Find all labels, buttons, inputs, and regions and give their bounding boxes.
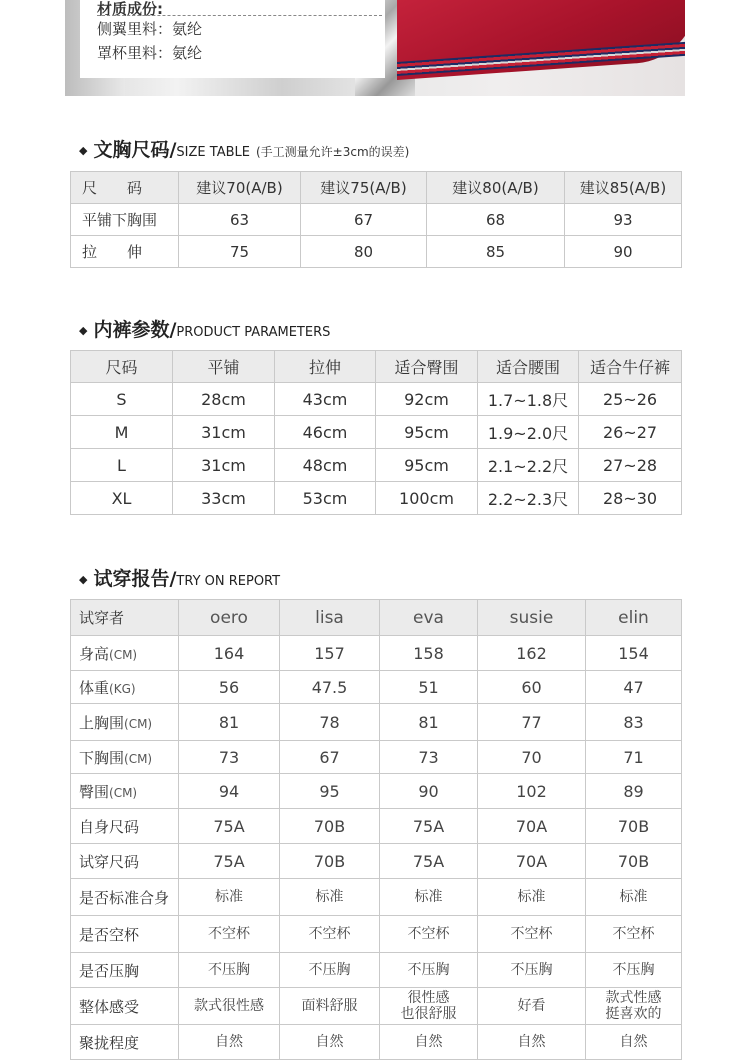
table-cell: 73: [179, 741, 280, 774]
table-cell: 不压胸: [280, 953, 380, 988]
table-cell: 70B: [280, 844, 380, 879]
row-label: [71, 988, 179, 1025]
table-row: [71, 449, 682, 482]
table-cell: 自然: [478, 1025, 586, 1060]
table-row: [71, 741, 682, 774]
table-cell: 27~28: [579, 449, 682, 482]
row-label-unit: (CM): [109, 785, 138, 800]
table-cell: 不压胸: [478, 953, 586, 988]
row-label: [71, 844, 179, 879]
row-label-text: 是否空杯: [79, 925, 140, 944]
header-cell: 建议80(A/B): [427, 172, 565, 204]
table-cell: 90: [380, 774, 478, 809]
tester-name: elin: [586, 600, 682, 636]
table-cell: 31cm: [173, 416, 275, 449]
table-header-row: [71, 600, 682, 636]
table-cell: 80: [301, 236, 427, 268]
table-cell: 100cm: [376, 482, 478, 515]
product-parameters-table: [70, 350, 682, 515]
row-label: 拉 伸: [71, 236, 179, 268]
table-cell: 95cm: [376, 449, 478, 482]
tester-header-label: 试穿者: [71, 600, 179, 636]
row-label-unit: (CM): [109, 647, 138, 662]
table-cell: 94: [179, 774, 280, 809]
diamond-bullet-icon: ◆: [79, 573, 88, 586]
row-label: [71, 636, 179, 671]
table-cell: 70B: [586, 844, 682, 879]
table-cell: 31cm: [173, 449, 275, 482]
table-header-row: [71, 172, 682, 204]
table-row: [71, 704, 682, 741]
table-cell: 1.7~1.8尺: [478, 383, 579, 416]
table-cell: 164: [179, 636, 280, 671]
table-cell: 28~30: [579, 482, 682, 515]
size-label: M: [71, 416, 173, 449]
bra-size-heading: [79, 135, 409, 161]
row-label: [71, 1025, 179, 1060]
table-cell: 90: [565, 236, 682, 268]
table-cell: 不空杯: [380, 916, 478, 953]
table-row: [71, 953, 682, 988]
table-cell: 78: [280, 704, 380, 741]
table-row: [71, 482, 682, 515]
table-cell: 70A: [478, 809, 586, 844]
table-cell: 标准: [380, 879, 478, 916]
table-cell: 自然: [380, 1025, 478, 1060]
table-cell: 不空杯: [179, 916, 280, 953]
table-cell: 自然: [179, 1025, 280, 1060]
measurement-note: (手工测量允许±3cm的误差): [255, 145, 410, 159]
table-cell: 158: [380, 636, 478, 671]
table-cell: 157: [280, 636, 380, 671]
table-cell: 83: [586, 704, 682, 741]
header-cell: 平铺: [173, 351, 275, 383]
table-cell: 75A: [380, 809, 478, 844]
header-cell: 适合臀围: [376, 351, 478, 383]
table-cell: 154: [586, 636, 682, 671]
table-cell: 81: [380, 704, 478, 741]
material-line-cup: 罩杯里料：氨纶: [97, 44, 203, 62]
header-cell: 适合牛仔裤: [579, 351, 682, 383]
table-cell: 33cm: [173, 482, 275, 515]
table-cell: 75A: [179, 844, 280, 879]
row-label-text: 是否标准合身: [79, 888, 170, 907]
table-cell: 70: [478, 741, 586, 774]
table-cell: 92cm: [376, 383, 478, 416]
table-row: [71, 236, 682, 268]
table-cell: 不空杯: [280, 916, 380, 953]
row-label-unit: (CM): [124, 716, 153, 731]
row-label: [71, 774, 179, 809]
table-cell: 70B: [586, 809, 682, 844]
table-cell: 不压胸: [179, 953, 280, 988]
table-cell: 56: [179, 671, 280, 704]
table-cell: 47: [586, 671, 682, 704]
row-label-text: 整体感受: [79, 997, 140, 1016]
table-row: [71, 416, 682, 449]
material-title: 材质成份:: [97, 0, 163, 18]
table-cell: 48cm: [275, 449, 376, 482]
table-cell: 68: [427, 204, 565, 236]
dashed-divider: [97, 15, 382, 16]
row-label: [71, 704, 179, 741]
table-cell: 标准: [586, 879, 682, 916]
table-cell: 77: [478, 704, 586, 741]
row-label: [71, 916, 179, 953]
header-cell: 建议75(A/B): [301, 172, 427, 204]
table-cell: 89: [586, 774, 682, 809]
table-cell: 162: [478, 636, 586, 671]
material-info-card: [80, 0, 385, 78]
table-row: [71, 916, 682, 953]
table-cell: 不压胸: [380, 953, 478, 988]
table-cell: 自然: [586, 1025, 682, 1060]
size-label: XL: [71, 482, 173, 515]
header-cell: 尺 码: [71, 172, 179, 204]
table-cell: 43cm: [275, 383, 376, 416]
table-cell: 70A: [478, 844, 586, 879]
table-cell: 款式很性感: [179, 988, 280, 1025]
bra-size-title-cn: 文胸尺码/: [93, 139, 177, 161]
row-label-text: 是否压胸: [79, 961, 140, 980]
table-cell: 81: [179, 704, 280, 741]
table-cell: 46cm: [275, 416, 376, 449]
table-cell: 93: [565, 204, 682, 236]
try-on-report-title-en: TRY ON REPORT: [176, 574, 281, 589]
row-label-text: 臀围: [79, 782, 110, 801]
tester-name: eva: [380, 600, 478, 636]
table-row: [71, 204, 682, 236]
table-row: [71, 383, 682, 416]
row-label: [71, 879, 179, 916]
table-cell: 67: [301, 204, 427, 236]
table-row: [71, 636, 682, 671]
table-row: [71, 774, 682, 809]
product-parameters-title-en: PRODUCT PARAMETERS: [176, 325, 331, 340]
table-cell: 95cm: [376, 416, 478, 449]
row-label-text: 体重: [79, 678, 110, 697]
table-cell: 不压胸: [586, 953, 682, 988]
table-cell: 面料舒服: [280, 988, 380, 1025]
row-label-text: 自身尺码: [79, 817, 140, 836]
size-label: L: [71, 449, 173, 482]
table-row: [71, 671, 682, 704]
row-label: [71, 953, 179, 988]
row-label: [71, 809, 179, 844]
table-cell: 67: [280, 741, 380, 774]
table-cell: 95: [280, 774, 380, 809]
row-label-unit: (CM): [124, 751, 153, 766]
row-label: [71, 671, 179, 704]
table-cell: 26~27: [579, 416, 682, 449]
table-cell: 标准: [280, 879, 380, 916]
table-cell: 75: [179, 236, 301, 268]
table-cell: 85: [427, 236, 565, 268]
header-cell: 尺码: [71, 351, 173, 383]
table-cell: 70B: [280, 809, 380, 844]
diamond-bullet-icon: ◆: [79, 144, 88, 157]
table-cell: 47.5: [280, 671, 380, 704]
table-cell: 73: [380, 741, 478, 774]
material-line-wing: 侧翼里料：氨纶: [97, 20, 203, 38]
row-label: [71, 741, 179, 774]
table-cell: 不空杯: [478, 916, 586, 953]
table-cell: 2.1~2.2尺: [478, 449, 579, 482]
row-label-text: 下胸围: [79, 748, 125, 767]
table-cell: 很性感 也很舒服: [380, 988, 478, 1025]
tester-name: oero: [179, 600, 280, 636]
row-label-text: 试穿尺码: [79, 852, 140, 871]
table-row: [71, 879, 682, 916]
table-cell: 28cm: [173, 383, 275, 416]
table-cell: 25~26: [579, 383, 682, 416]
table-cell: 2.2~2.3尺: [478, 482, 579, 515]
product-photo-banner: [65, 0, 685, 96]
table-cell: 60: [478, 671, 586, 704]
table-row: [71, 1025, 682, 1060]
table-cell: 不空杯: [586, 916, 682, 953]
bra-size-title-en: SIZE TABLE: [176, 145, 250, 160]
try-on-report-table: [70, 599, 682, 1060]
table-header-row: [71, 351, 682, 383]
header-cell: 适合腰围: [478, 351, 579, 383]
try-on-report-title-cn: 试穿报告/: [93, 568, 177, 590]
row-label-text: 上胸围: [79, 713, 125, 732]
row-label: 平铺下胸围: [71, 204, 179, 236]
table-cell: 好看: [478, 988, 586, 1025]
table-cell: 75A: [179, 809, 280, 844]
table-row: [71, 988, 682, 1025]
tester-name: lisa: [280, 600, 380, 636]
table-cell: 款式性感 挺喜欢的: [586, 988, 682, 1025]
product-parameters-heading: [79, 315, 330, 341]
table-cell: 51: [380, 671, 478, 704]
row-label-unit: (KG): [109, 681, 136, 696]
table-cell: 63: [179, 204, 301, 236]
table-cell: 标准: [179, 879, 280, 916]
try-on-report-heading: [79, 564, 280, 590]
table-cell: 75A: [380, 844, 478, 879]
size-label: S: [71, 383, 173, 416]
header-cell: 建议85(A/B): [565, 172, 682, 204]
table-cell: 53cm: [275, 482, 376, 515]
product-parameters-title-cn: 内裤参数/: [93, 319, 177, 341]
table-cell: 自然: [280, 1025, 380, 1060]
table-cell: 102: [478, 774, 586, 809]
bra-size-table: [70, 171, 682, 268]
diamond-bullet-icon: ◆: [79, 324, 88, 337]
table-row: [71, 809, 682, 844]
table-cell: 1.9~2.0尺: [478, 416, 579, 449]
tester-name: susie: [478, 600, 586, 636]
row-label-text: 聚拢程度: [79, 1033, 140, 1052]
row-label-text: 身高: [79, 644, 110, 663]
table-row: [71, 844, 682, 879]
table-cell: 71: [586, 741, 682, 774]
header-cell: 建议70(A/B): [179, 172, 301, 204]
header-cell: 拉伸: [275, 351, 376, 383]
table-cell: 标准: [478, 879, 586, 916]
